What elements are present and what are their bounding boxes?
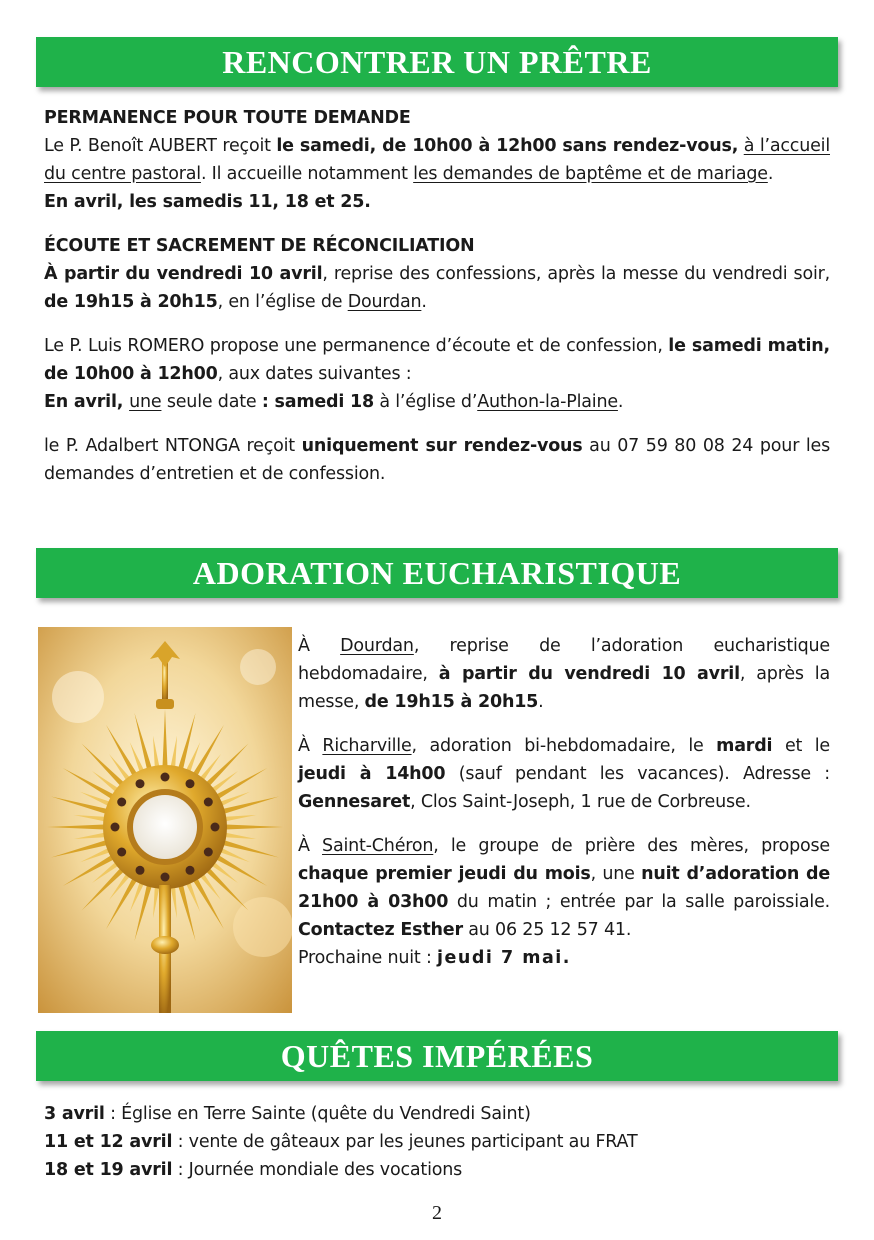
jewel [161, 873, 170, 882]
quete-item [44, 1156, 830, 1184]
text: , le groupe de prière des mères, propose [433, 836, 830, 856]
jewel [136, 779, 145, 788]
jewel [186, 779, 195, 788]
permanence-block [44, 104, 830, 216]
text: seule date [161, 392, 262, 412]
adoration-body [298, 632, 830, 972]
quetes-list [44, 1100, 830, 1184]
permanence-heading: PERMANENCE POUR TOUTE DEMANDE [44, 108, 411, 128]
permanence-dates: En avril, les samedis 11, 18 et 25. [44, 192, 371, 212]
next-night-date: jeudi 7 mai. [437, 948, 571, 968]
text: à l’église d’ [374, 392, 478, 412]
romero-block [44, 332, 830, 416]
jewel [111, 823, 120, 832]
text: (sauf pendant les vacances). Adresse : [445, 764, 830, 784]
bokeh [233, 897, 292, 957]
underlined-text: Dourdan [347, 292, 422, 312]
section-banner-adoration [36, 548, 838, 598]
text: . [767, 164, 774, 184]
bold-text: Contactez Esther [298, 920, 463, 940]
bold-text: nuit d’adoration de 21h00 à 03h00 [298, 864, 830, 912]
jewel [204, 848, 213, 857]
bold-text: : samedi 18 [261, 392, 375, 412]
text: . [617, 392, 624, 412]
underlined-text: une [129, 392, 162, 412]
section-banner-quetes [36, 1031, 838, 1081]
text: . [538, 692, 544, 712]
bold-text: En avril, [44, 392, 130, 412]
underlined-text: à l’accueil du centre pastoral [44, 136, 830, 184]
text: , adoration bi-hebdomadaire, le [411, 736, 717, 756]
quete-date: 11 et 12 avril [44, 1132, 173, 1152]
underlined-text: Saint-Chéron [322, 836, 434, 856]
quete-date: 3 avril [44, 1104, 105, 1124]
bold-text: à partir du vendredi 10 avril [438, 664, 740, 684]
text: , en l’église de [217, 292, 348, 312]
text: , Clos Saint-Joseph, 1 rue de Corbreuse. [410, 792, 751, 812]
bold-text: jeudi à 14h00 [298, 764, 446, 784]
bold-text: mardi [716, 736, 773, 756]
text: , après la messe, [298, 664, 830, 712]
text: À [298, 736, 323, 756]
text: , reprise de l’adoration eucharistique hebdomadaire, [298, 636, 831, 684]
dourdan-block [298, 632, 830, 716]
quete-text: : vente de gâteaux par les jeunes participant au FRAT [172, 1132, 638, 1152]
bold-text: le samedi matin, de 10h00 à 12h00 [44, 336, 830, 384]
underlined-text: les demandes de baptême et de mariage [413, 164, 768, 184]
page-number: 2 [432, 1202, 442, 1224]
text: À [298, 636, 341, 656]
jewel [136, 866, 145, 875]
text: et le [772, 736, 830, 756]
text: . [421, 292, 427, 312]
bold-text: À partir du vendredi 10 avril [44, 264, 323, 284]
saint-cheron-block [298, 832, 830, 972]
bold-text: de 19h15 à 20h15 [364, 692, 539, 712]
ntonga-block [44, 432, 830, 488]
pretre-body [44, 104, 830, 488]
bokeh [240, 649, 276, 685]
next-night-label: Prochaine nuit : [298, 948, 438, 968]
underlined-text: Richarville [322, 736, 412, 756]
text: du matin ; entrée par la salle paroissiale. [448, 892, 830, 912]
quete-text: : Journée mondiale des vocations [172, 1160, 463, 1180]
host [133, 795, 197, 859]
quete-text: : Église en Terre Sainte (quête du Vendredi Saint) [104, 1104, 531, 1124]
text: Le P. Benoît AUBERT reçoit [44, 136, 277, 156]
section-banner-pretre [36, 37, 838, 87]
section-title: RENCONTRER UN PRÊTRE [222, 43, 652, 80]
section-title: ADORATION EUCHARISTIQUE [192, 554, 682, 591]
underlined-text: Dourdan [340, 636, 414, 656]
jewel [204, 798, 213, 807]
bold-text: Gennesaret [298, 792, 411, 812]
quete-date: 18 et 19 avril [44, 1160, 173, 1180]
stem-knot [151, 936, 179, 954]
text: au 06 25 12 57 41. [462, 920, 632, 940]
jewel [117, 848, 126, 857]
text: Le P. Luis ROMERO propose une permanence d’écoute et de confession, [44, 336, 669, 356]
richarville-block [298, 732, 830, 816]
underlined-text: Authon-la-Plaine [477, 392, 618, 412]
bokeh [52, 671, 104, 723]
monstrance-image [38, 627, 292, 1013]
text: au 07 59 80 08 24 pour les demandes d’entretien et de confession. [44, 436, 830, 484]
text: À [298, 836, 323, 856]
cross-base [156, 699, 174, 709]
text: , reprise des confessions, après la messe du vendredi soir, [322, 264, 830, 284]
text: , aux dates suivantes : [217, 364, 412, 384]
jewel [117, 798, 126, 807]
jewel [186, 866, 195, 875]
jewel [211, 823, 220, 832]
bold-text: uniquement sur rendez-vous [301, 436, 583, 456]
ecoute-heading: ÉCOUTE ET SACREMENT DE RÉCONCILIATION [44, 236, 475, 256]
text: . Il accueille notamment [200, 164, 414, 184]
bold-text: le samedi, de 10h00 à 12h00 sans rendez-vous, [276, 136, 739, 156]
ecoute-block [44, 232, 830, 316]
jewel [161, 773, 170, 782]
text: , une [590, 864, 642, 884]
section-title: QUÊTES IMPÉRÉES [280, 1037, 594, 1074]
text: le P. Adalbert NTONGA reçoit [44, 436, 302, 456]
bold-text: chaque premier jeudi du mois [298, 864, 591, 884]
quete-item [44, 1128, 830, 1156]
bold-text: de 19h15 à 20h15 [44, 292, 218, 312]
quete-item [44, 1100, 830, 1128]
